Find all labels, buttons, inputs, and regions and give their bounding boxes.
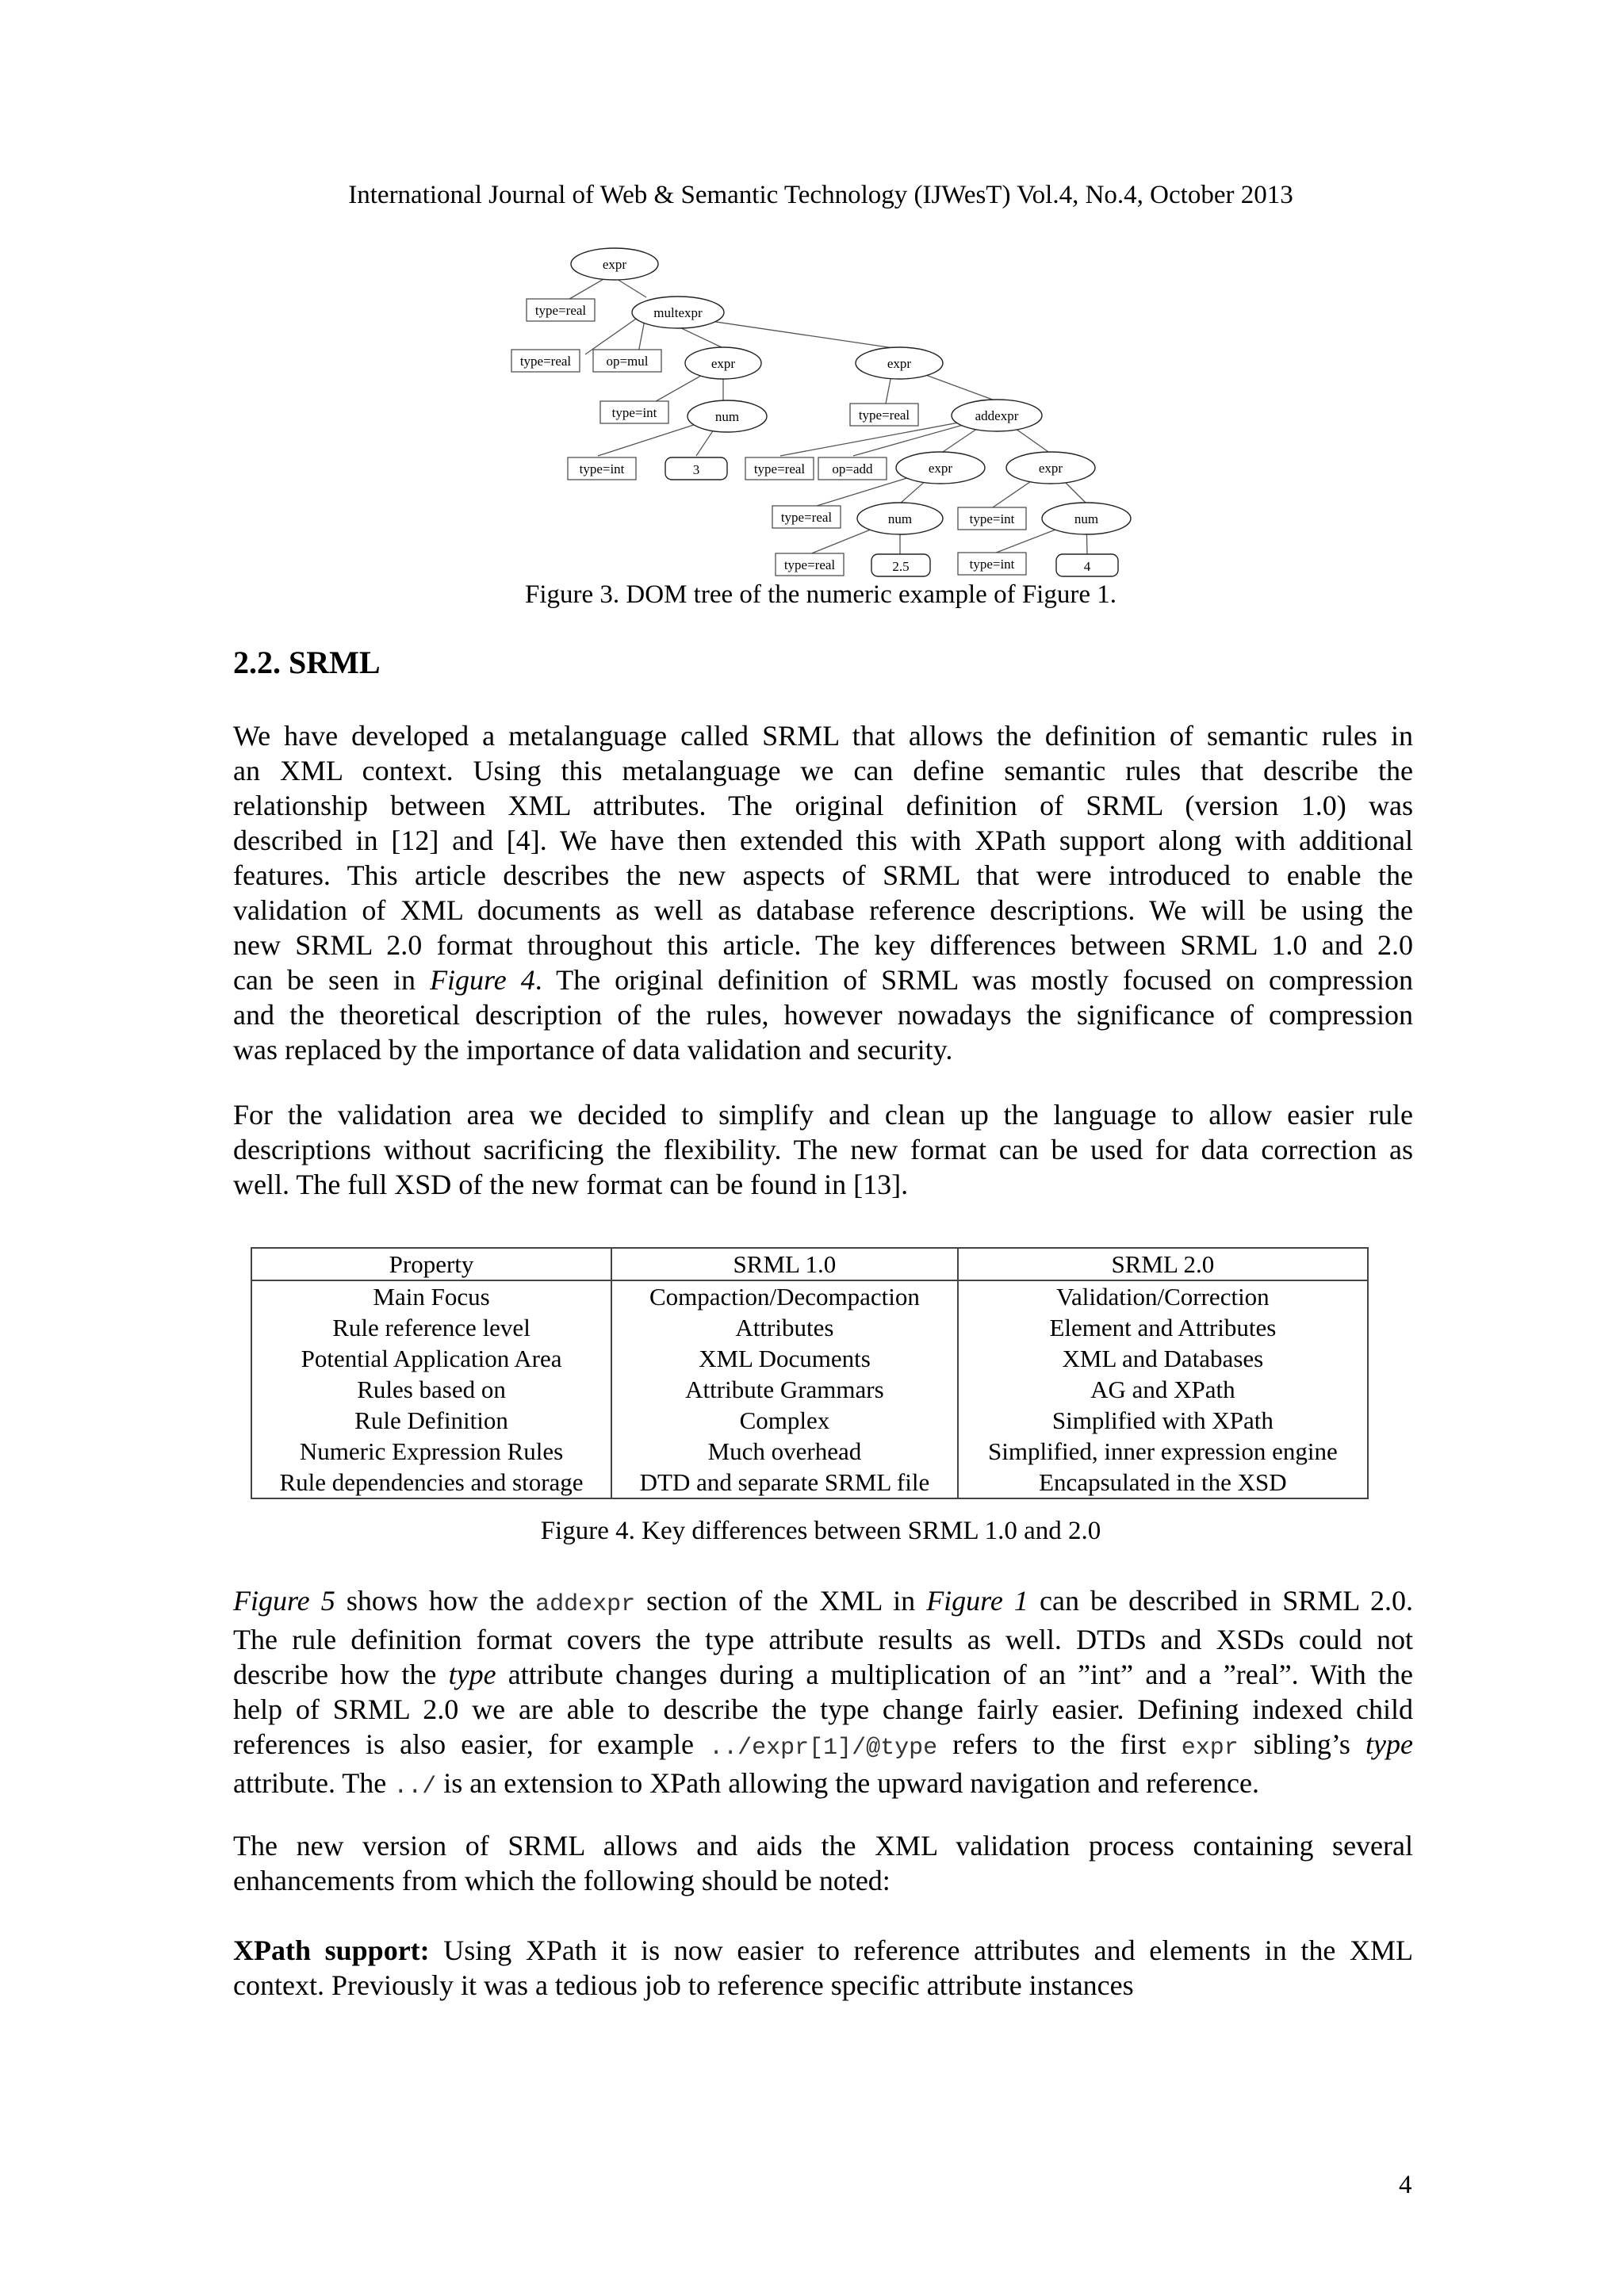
section-heading: 2.2. SRML — [233, 645, 381, 680]
attr-n4-type: type=int — [969, 557, 1015, 572]
paragraph-1: We have developed a metalanguage called SRML that allows the definition of semantic rules in an XML context. Using this metalanguage we can define semantic rules that describe the relationship between XML attributes. The original definition of SRML (version 1.0) was described in [12] and [4]. We have then extended this with XPath support along with additional features. This article describes the new aspects of SRML that were introduced to enable the validation of XML documents as well as database reference descriptions. We will be using the new SRML 2.0 format throughout this article. The key differences between SRML 1.0 and 2.0 can be seen in Figure 4. The original definition of SRML was mostly focused on compression and the theoretical description of the rules, however nowadays the significance of compression was replaced by the importance of data validation and security. — [233, 720, 1413, 1066]
attr-exprr-type: type=real — [858, 408, 910, 423]
attr-mult-type: type=real — [519, 354, 572, 369]
code-addexpr: addexpr — [535, 1591, 636, 1618]
table-row: Rule Definition Complex Simplified with XPath — [251, 1405, 1368, 1436]
value-3: 3 — [692, 462, 700, 477]
table-row: Main Focus Compaction/Decompaction Validation/Correction — [251, 1280, 1368, 1312]
node-expr-right: expr — [887, 356, 912, 371]
attr-add-op: op=add — [832, 461, 873, 476]
node-expr-left: expr — [710, 356, 736, 371]
table-header: Property — [251, 1248, 611, 1280]
attr-add-type: type=real — [753, 461, 806, 476]
dom-tree-figure — [508, 238, 1142, 587]
attr-root-type: type=real — [534, 303, 587, 318]
table-row: Rule reference level Attributes Element and Attributes — [251, 1312, 1368, 1343]
paragraph-2: For the validation area we decided to simplify and clean up the language to allow easier rule descriptions without sacrificing the flexibility. The new format can be used for data correction as well. The full XSD of the new format can be found in [13]. — [233, 1099, 1413, 1200]
figure-4-ref: Figure 4 — [430, 964, 535, 996]
value-2-5: 2.5 — [892, 559, 910, 574]
attr-exprl-type: type=int — [611, 405, 657, 420]
code-expr: expr — [1181, 1735, 1239, 1762]
table-row: Potential Application Area XML Documents XML and Databases — [251, 1343, 1368, 1374]
attr-n25-type: type=real — [783, 557, 836, 572]
xpath-support-label: XPath support: — [233, 1934, 430, 1966]
table-row: Numeric Expression Rules Much overhead Simplified, inner expression engine — [251, 1436, 1368, 1467]
node-num-2-5: num — [887, 511, 913, 526]
table-row: Rule dependencies and storage DTD and separate SRML file Encapsulated in the XSD — [251, 1467, 1368, 1498]
paragraph-3: Figure 5 shows how the addexpr section of the XML in Figure 1 can be described in SRML 2.0. The rule definition format covers the type attribute results as well. DTDs and XSDs could not describe how the type attribute changes during a multiplication of an ”int” and a ”real”. With the help of SRML 2.0 we are able to describe the type change fairly easier. Defining indexed child references is also easier, for example ../expr[1]/@type refers to the first expr sibling’s type attribute. The ../ is an extension to XPath allowing the upward navigation and reference. — [233, 1585, 1413, 1800]
journal-header: International Journal of Web & Semantic Technology (IJWesT) Vol.4, No.4, October 2013 — [348, 181, 1293, 209]
page-number: 4 — [1399, 2171, 1412, 2199]
table-header: SRML 1.0 — [611, 1248, 958, 1280]
figure-3-caption: Figure 3. DOM tree of the numeric example of Figure 1. — [525, 580, 1116, 609]
table-row: Rules based on Attribute Grammars AG and XPath — [251, 1374, 1368, 1405]
node-num-3: num — [714, 409, 740, 424]
node-expr-root: expr — [602, 257, 627, 272]
table-header: SRML 2.0 — [958, 1248, 1368, 1280]
attr-ea1-type: type=real — [780, 510, 833, 525]
table-header-row — [251, 1248, 1368, 1280]
paragraph-5: XPath support: Using XPath it is now easier to reference attributes and elements in the XML context. Previously it was a tedious job to reference specific attribute instances — [233, 1934, 1413, 2001]
paragraph-4: The new version of SRML allows and aids the XML validation process containing several enhancements from which the following should be noted: — [233, 1830, 1413, 1896]
attr-num3-type: type=int — [579, 461, 625, 476]
code-parent-path: ../ — [393, 1774, 437, 1800]
node-addexpr: addexpr — [975, 408, 1019, 423]
differences-table — [251, 1247, 1369, 1499]
value-4: 4 — [1083, 559, 1091, 574]
code-xpath-example: ../expr[1]/@type — [709, 1735, 938, 1762]
node-num-4: num — [1074, 511, 1099, 526]
node-expr-add-1: expr — [928, 461, 953, 476]
node-multexpr: multexpr — [653, 305, 703, 320]
attr-mult-op: op=mul — [606, 354, 649, 369]
attr-ea2-type: type=int — [969, 511, 1015, 526]
node-expr-add-2: expr — [1038, 461, 1063, 476]
figure-4-caption: Figure 4. Key differences between SRML 1.0 and 2.0 — [540, 1517, 1101, 1545]
